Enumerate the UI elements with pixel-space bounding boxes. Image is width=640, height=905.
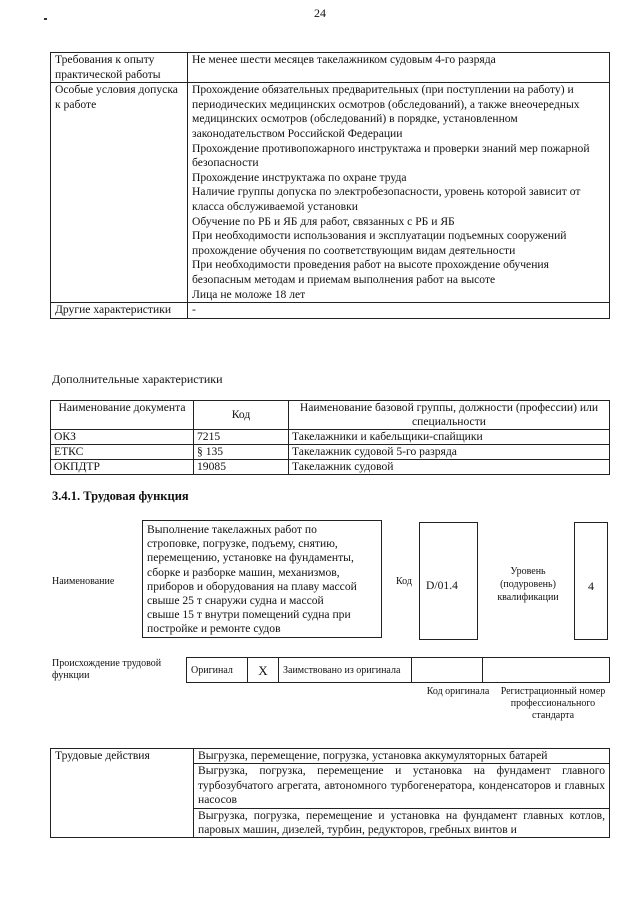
- table-row: [51, 445, 610, 460]
- level-value: 4: [574, 522, 608, 640]
- function-name-line: постройке и ремонте судов: [147, 622, 281, 636]
- function-name-line: перемещению, установке на фундаменты,: [147, 551, 354, 565]
- additional-table: [50, 400, 610, 475]
- table-row: [51, 430, 610, 445]
- action-item: Выгрузка, погрузка, перемещение и установка на фундамент главных котлов, паровых машин, дизелей, турбин, редукторов, гребных винтов и: [194, 808, 610, 838]
- table-header-row: [51, 401, 610, 430]
- origin-code-cell: [412, 658, 483, 683]
- origin-reg-cell: [483, 658, 610, 683]
- reg-caption: Регистрационный номер профессионального стандарта: [500, 686, 606, 721]
- requirement-line: Не менее шести месяцев такелажником судовым 4-го разряда: [192, 53, 496, 66]
- table-cell: 19085: [194, 460, 289, 475]
- table-row: [51, 53, 610, 83]
- origin-borrowed: Заимствовано из оригинала: [279, 658, 412, 683]
- action-item: Выгрузка, перемещение, погрузка, установка аккумуляторных батарей: [194, 749, 610, 764]
- code-label: Код: [396, 576, 412, 587]
- page-number: 24: [314, 6, 326, 20]
- function-name-line: свыше 25 т снаружи судна и массой: [147, 594, 324, 608]
- row-value: [188, 53, 610, 83]
- additional-title: Дополнительные характеристики: [52, 372, 223, 386]
- col-header: Наименование документа: [51, 401, 194, 430]
- requirement-line: -: [192, 303, 196, 317]
- action-item: Выгрузка, погрузка, перемещение и установка на фундамент главного турбозубчатого агрегата, автономного турбогенератора, конденсаторов и главных насосов: [194, 764, 610, 808]
- table-cell: 7215: [194, 430, 289, 445]
- origin-mark: X: [248, 658, 279, 683]
- col-header: Наименование базовой группы, должности (профессии) или специальности: [289, 401, 610, 430]
- requirements-table: [50, 52, 610, 319]
- table-row: [187, 658, 610, 683]
- requirement-line: Прохождение инструктажа по охране труда: [192, 170, 407, 184]
- table-cell: Такелажник судовой: [289, 460, 610, 475]
- level-label: Уровень (подуровень) квалификации: [497, 566, 559, 603]
- row-label: Требования к опыту практической работы: [51, 53, 188, 83]
- function-name-line: строповке, погрузке, подъему, снятию,: [147, 537, 338, 551]
- function-name-line: приборов и оборудования на плаву массой: [147, 579, 357, 593]
- row-label: Другие характеристики: [51, 303, 188, 319]
- requirement-line: Лица не моложе 18 лет: [192, 287, 306, 301]
- origin-original: Оригинал: [187, 658, 248, 683]
- origin-table: [186, 657, 610, 683]
- table-cell: § 135: [194, 445, 289, 460]
- table-row: [51, 460, 610, 475]
- table-cell: ЕТКС: [51, 445, 194, 460]
- function-name-line: свыше 15 т внутри помещений судна при: [147, 608, 351, 622]
- function-name-line: Выполнение такелажных работ по: [147, 523, 317, 536]
- actions-label: Трудовые действия: [51, 749, 194, 838]
- actions-table: [50, 748, 610, 838]
- table-cell: Такелажник судовой 5-го разряда: [289, 445, 610, 460]
- table-row: [51, 83, 610, 303]
- row-value: [188, 83, 610, 303]
- requirement-line: Прохождение обязательных предварительных (при поступлении на работу) и периодических медицинских осмотров (обследований), а также внеочередных медицинских осмотров (обследований) в порядке, установленном законодательством Российской Федерации: [192, 83, 580, 140]
- table-cell: ОКЗ: [51, 430, 194, 445]
- requirement-line: Наличие группы допуска по электробезопасности, уровень которой зависит от класса обслуживаемой установки: [192, 185, 581, 213]
- origin-label: Происхождение трудовой функции: [52, 658, 162, 681]
- requirement-line: При необходимости проведения работ на высоте прохождение обучения безопасным методам и приемам выполнения работ на высоте: [192, 258, 549, 286]
- function-name-box: [142, 520, 382, 638]
- table-cell: ОКПДТР: [51, 460, 194, 475]
- code-caption: Код оригинала: [426, 686, 490, 697]
- code-value: D/01.4: [419, 522, 478, 640]
- row-value: [188, 303, 610, 319]
- requirement-line: Обучение по РБ и ЯБ для работ, связанных с РБ и ЯБ: [192, 214, 455, 228]
- col-header: Код: [194, 401, 289, 430]
- requirement-line: Прохождение противопожарного инструктажа и проверки знаний мер пожарной безопасности: [192, 141, 590, 170]
- table-row: [51, 749, 610, 764]
- name-label: Наименование: [52, 576, 115, 587]
- scan-dot: [44, 18, 47, 20]
- row-label: Особые условия допуска к работе: [51, 83, 188, 303]
- requirement-line: При необходимости использования и эксплуатации подъемных сооружений прохождение обучения по соответствующим видам деятельности: [192, 229, 567, 257]
- section-title: 3.4.1. Трудовая функция: [52, 489, 189, 503]
- function-name-line: сборке и разборке машин, механизмов,: [147, 565, 340, 579]
- table-cell: Такелажники и кабельщики-спайщики: [289, 430, 610, 445]
- table-row: [51, 303, 610, 319]
